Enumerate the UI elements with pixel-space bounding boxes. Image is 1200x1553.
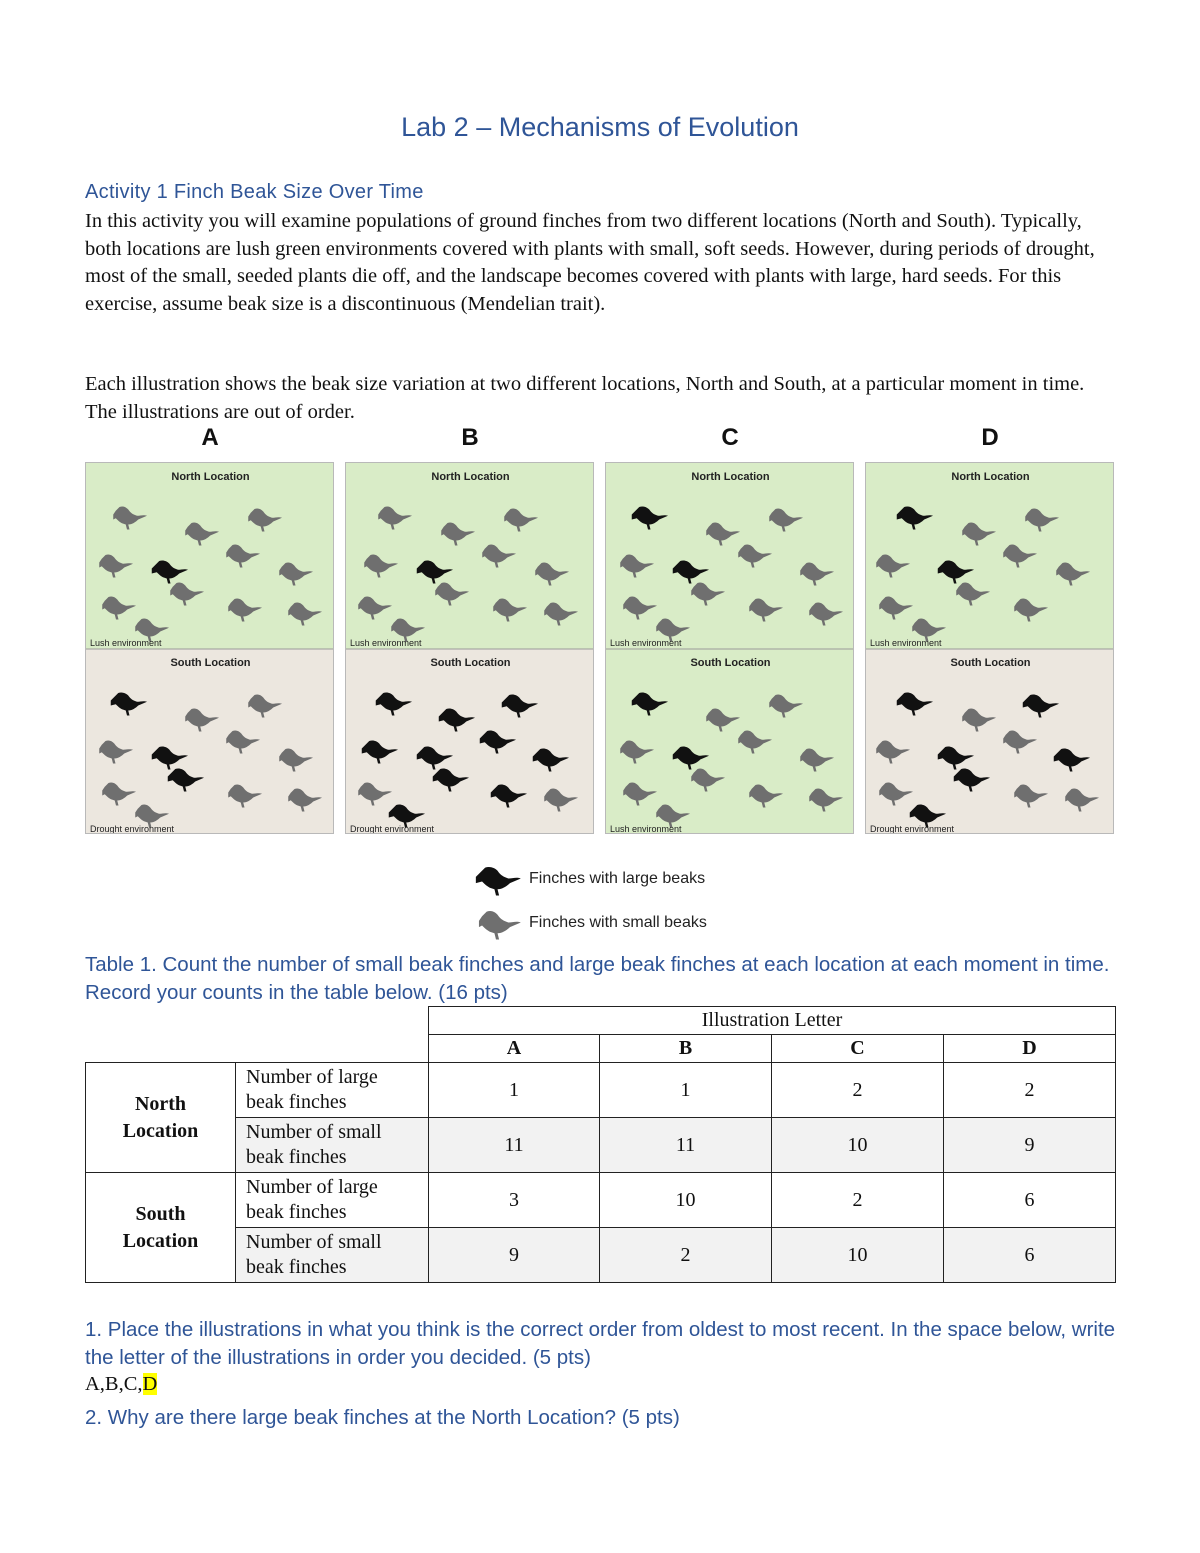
north-environment-label: Lush environment bbox=[90, 638, 162, 648]
north-environment-label: Lush environment bbox=[610, 638, 682, 648]
large-beak-finch-icon bbox=[472, 862, 522, 898]
question-2: 2. Why are there large beak finches at the North Location? (5 pts) bbox=[85, 1406, 680, 1429]
north-location-header bbox=[86, 1063, 236, 1173]
row-label bbox=[236, 1063, 429, 1118]
intro-paragraph: In this activity you will examine populations of ground finches from two different locations (North and South). Typically, both locations are lush green environments covered with plants with small, soft seeds. However, during periods of drought, most of the small, seeded plants die off, and the landscape becomes covered with plants with large, hard seeds. For this exercise, assume beak size is a discontinuous (Mendelian trait). bbox=[85, 210, 1095, 315]
table-cell: 9 bbox=[429, 1228, 600, 1283]
illustration-paragraph: Each illustration shows the beak size variation at two different locations, North and South, at a particular moment in time. The illustrations are out of order. bbox=[85, 373, 1085, 423]
illustration-panel-d bbox=[865, 462, 1114, 834]
legend-small-label: Finches with small beaks bbox=[529, 914, 707, 931]
small-beak-finch-icon bbox=[472, 906, 522, 942]
table-header-group: Illustration Letter bbox=[429, 1007, 1116, 1035]
north-environment-background bbox=[606, 463, 854, 649]
table-cell: 2 bbox=[772, 1173, 944, 1228]
illustration-panel-a bbox=[85, 462, 334, 834]
question-1: 1. Place the illustrations in what you think is the correct order from oldest to most recent. In the space below, write the letter of the illustrations in order you decided. (5 pts) bbox=[85, 1318, 1116, 1369]
south-environment-label: Lush environment bbox=[610, 824, 682, 834]
row-label-line: beak finches bbox=[246, 1256, 347, 1278]
south-location-label: South Location bbox=[430, 657, 511, 669]
row-label-line: beak finches bbox=[246, 1201, 347, 1223]
table-blank-corner bbox=[86, 1007, 429, 1035]
north-environment-background bbox=[346, 463, 594, 649]
table-column-header: D bbox=[944, 1035, 1116, 1063]
location-name-line: South bbox=[135, 1202, 186, 1225]
north-location-label: North Location bbox=[431, 471, 510, 483]
row-label-line: beak finches bbox=[246, 1146, 347, 1168]
location-name-line: North bbox=[134, 1092, 187, 1115]
row-label-line: Number of large bbox=[246, 1066, 378, 1088]
table-cell: 10 bbox=[600, 1173, 772, 1228]
north-environment-background bbox=[86, 463, 334, 649]
illustration-letter-a: A bbox=[201, 424, 219, 451]
table-cell: 10 bbox=[772, 1228, 944, 1283]
table-cell: 9 bbox=[944, 1118, 1116, 1173]
table-cell: 6 bbox=[944, 1173, 1116, 1228]
south-environment-background bbox=[606, 649, 854, 834]
north-location-label: North Location bbox=[951, 471, 1030, 483]
table-cell: 1 bbox=[429, 1063, 600, 1118]
illustration-letter-c: C bbox=[721, 424, 739, 451]
row-label-line: Number of large bbox=[246, 1176, 378, 1198]
south-environment-label: Drought environment bbox=[90, 824, 175, 834]
illustration-letter-d: D bbox=[981, 424, 999, 451]
table-cell: 6 bbox=[944, 1228, 1116, 1283]
north-location-label: North Location bbox=[691, 471, 770, 483]
table-cell: 10 bbox=[772, 1118, 944, 1173]
location-name-line: Location bbox=[122, 1119, 199, 1142]
table-cell: 3 bbox=[429, 1173, 600, 1228]
table-blank-corner-2 bbox=[86, 1035, 429, 1063]
legend-large-label: Finches with large beaks bbox=[529, 870, 706, 887]
row-label-line: beak finches bbox=[246, 1091, 347, 1113]
table-cell: 11 bbox=[600, 1118, 772, 1173]
activity-heading: Activity 1 Finch Beak Size Over Time bbox=[85, 181, 424, 203]
illustration-panel-c bbox=[605, 462, 854, 834]
south-environment-background bbox=[86, 649, 334, 834]
table-column-header: C bbox=[772, 1035, 944, 1063]
table-cell: 2 bbox=[772, 1063, 944, 1118]
row-label-line: Number of small bbox=[246, 1121, 382, 1143]
row-label bbox=[236, 1228, 429, 1283]
north-location-label: North Location bbox=[171, 471, 250, 483]
answer-1-highlighted: D bbox=[142, 1373, 158, 1395]
table-cell: 11 bbox=[429, 1118, 600, 1173]
finch-count-table bbox=[85, 1006, 1116, 1283]
south-environment-label: Drought environment bbox=[870, 824, 955, 834]
south-environment-background bbox=[866, 649, 1114, 834]
north-environment-label: Lush environment bbox=[870, 638, 942, 648]
location-name-line: Location bbox=[122, 1229, 199, 1252]
page-title: Lab 2 – Mechanisms of Evolution bbox=[401, 112, 799, 142]
table-cell: 1 bbox=[600, 1063, 772, 1118]
answer-1-text: A,B,C, bbox=[85, 1373, 143, 1395]
answer-1[interactable] bbox=[85, 1373, 157, 1396]
table-column-header: B bbox=[600, 1035, 772, 1063]
illustration-panel-b bbox=[345, 462, 594, 834]
table-cell: 2 bbox=[600, 1228, 772, 1283]
illustration-letter-b: B bbox=[461, 424, 479, 451]
north-environment-label: Lush environment bbox=[350, 638, 422, 648]
row-label bbox=[236, 1173, 429, 1228]
south-location-header bbox=[86, 1173, 236, 1283]
south-location-label: South Location bbox=[950, 657, 1031, 669]
south-location-label: South Location bbox=[170, 657, 251, 669]
table-column-header: A bbox=[429, 1035, 600, 1063]
row-label bbox=[236, 1118, 429, 1173]
row-label-line: Number of small bbox=[246, 1231, 382, 1253]
south-environment-label: Drought environment bbox=[350, 824, 435, 834]
north-environment-background bbox=[866, 463, 1114, 649]
south-location-label: South Location bbox=[690, 657, 771, 669]
table-cell: 2 bbox=[944, 1063, 1116, 1118]
table-caption: Table 1. Count the number of small beak finches and large beak finches at each location at each moment in time. Record your counts in the table below. (16 pts) bbox=[85, 953, 1110, 1004]
